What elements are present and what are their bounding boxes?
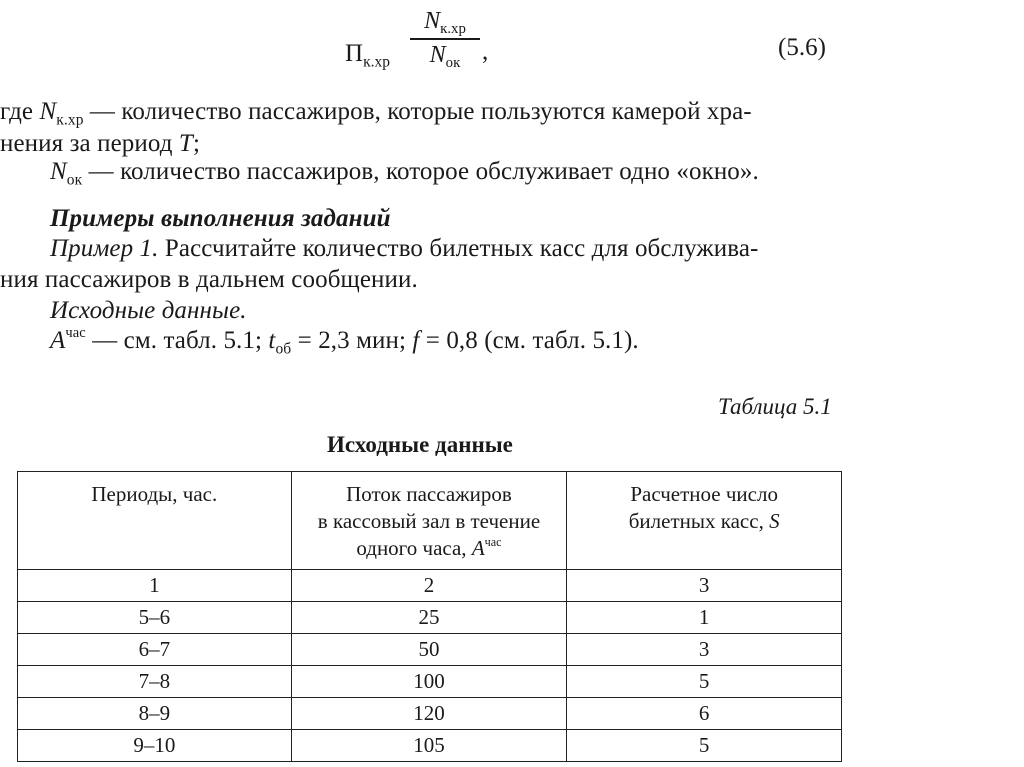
def1-text: — количество пассажиров, которые пользуются камерой хра- — [83, 98, 752, 125]
table-row — [18, 698, 842, 730]
cell-period: 6–7 — [18, 634, 292, 666]
data-table — [17, 471, 842, 762]
table-row — [18, 730, 842, 762]
def1-period: T — [178, 130, 193, 157]
header-offices-line1: Расчетное число — [630, 482, 778, 506]
parameters-line — [50, 325, 639, 358]
definition-line-2 — [50, 158, 759, 189]
formula-denominator-symbol: N — [429, 41, 446, 68]
header-periods-text: Периоды, час. — [91, 482, 218, 506]
cell-offices: 3 — [567, 570, 842, 602]
cell-offices: 6 — [567, 698, 842, 730]
def1-end: ; — [192, 130, 200, 157]
formula-left — [345, 40, 390, 71]
param-text-1: — см. табл. 5.1; — [85, 327, 269, 354]
cell-flow: 120 — [291, 698, 567, 730]
def1-cont: нения за период — [0, 130, 179, 157]
cell-period: 8–9 — [18, 698, 292, 730]
formula-left-symbol: П — [345, 40, 364, 67]
cell-period: 1 — [18, 570, 292, 602]
table-header-row — [18, 472, 842, 570]
example-1-cont — [0, 266, 418, 294]
table-label-text: Таблица 5.1 — [718, 394, 832, 419]
header-flow-A-sup: час — [484, 534, 502, 549]
fraction-bar — [410, 38, 480, 40]
table-title: Исходные данные — [327, 432, 513, 457]
cell-flow: 100 — [291, 666, 567, 698]
def2-sub: ок — [66, 171, 83, 189]
formula-numerator — [410, 8, 480, 38]
header-flow-line3: одного часа, — [356, 536, 472, 560]
source-data-heading — [50, 297, 247, 325]
cell-flow: 50 — [291, 634, 567, 666]
def1-prefix: где — [0, 98, 40, 125]
header-ticket-offices — [567, 472, 842, 570]
param-t-sub: об — [275, 340, 292, 358]
formula-denominator — [410, 42, 480, 69]
formula-left-sub: к.хр — [363, 53, 390, 71]
source-data-heading-text: Исходные данные. — [50, 297, 247, 324]
cell-offices: 5 — [567, 666, 842, 698]
formula-comma: , — [482, 38, 489, 65]
header-periods — [18, 472, 292, 570]
cell-period: 9–10 — [18, 730, 292, 762]
example-1-line — [50, 235, 758, 263]
def2-symbol: N — [50, 158, 67, 185]
param-t: t — [268, 327, 276, 354]
def1-sub: к.хр — [56, 111, 84, 129]
param-text-3: = 0,8 (см. табл. 5.1). — [419, 327, 639, 354]
example-1-text: Рассчитайте количество билетных касс для обслужива- — [158, 235, 759, 262]
header-passenger-flow — [291, 472, 567, 570]
table-row — [18, 634, 842, 666]
cell-period: 5–6 — [18, 602, 292, 634]
definition-line-1-cont — [0, 130, 200, 158]
param-A-sup: час — [65, 325, 86, 342]
header-offices-line2: билетных касс, — [628, 509, 770, 533]
header-flow-A: A — [471, 536, 485, 560]
formula-numerator-sub: к.хр — [440, 21, 466, 38]
formula-number: (5.6) — [778, 34, 826, 61]
table-row — [18, 602, 842, 634]
param-A: A — [50, 327, 66, 354]
header-flow-line1: Поток пассажиров — [346, 482, 512, 506]
table-label — [718, 394, 832, 420]
examples-heading-text: Примеры выполнения заданий — [50, 205, 391, 232]
formula-denominator-sub: ок — [445, 54, 461, 71]
cell-offices: 1 — [567, 602, 842, 634]
def1-symbol: N — [39, 98, 57, 125]
definition-line-1 — [0, 98, 752, 129]
cell-period: 7–8 — [18, 666, 292, 698]
cell-offices: 3 — [567, 634, 842, 666]
table-row — [18, 570, 842, 602]
param-f: f — [412, 327, 420, 354]
examples-heading — [50, 205, 391, 233]
formula-numerator-symbol: N — [424, 8, 441, 34]
example-1-label: Пример 1. — [50, 235, 159, 262]
example-1-cont-text: ния пассажиров в дальнем сообщении. — [0, 266, 418, 293]
cell-flow: 105 — [291, 730, 567, 762]
def2-text: — количество пассажиров, которое обслуживает одно «окно». — [82, 158, 759, 185]
header-flow-line2: в кассовый зал в течение — [317, 509, 541, 533]
formula-fraction — [410, 8, 480, 69]
cell-flow: 25 — [291, 602, 567, 634]
param-text-2: = 2,3 мин; — [291, 327, 413, 354]
cell-flow: 2 — [291, 570, 567, 602]
cell-offices: 5 — [567, 730, 842, 762]
header-offices-S: S — [769, 509, 780, 533]
table-row — [18, 666, 842, 698]
